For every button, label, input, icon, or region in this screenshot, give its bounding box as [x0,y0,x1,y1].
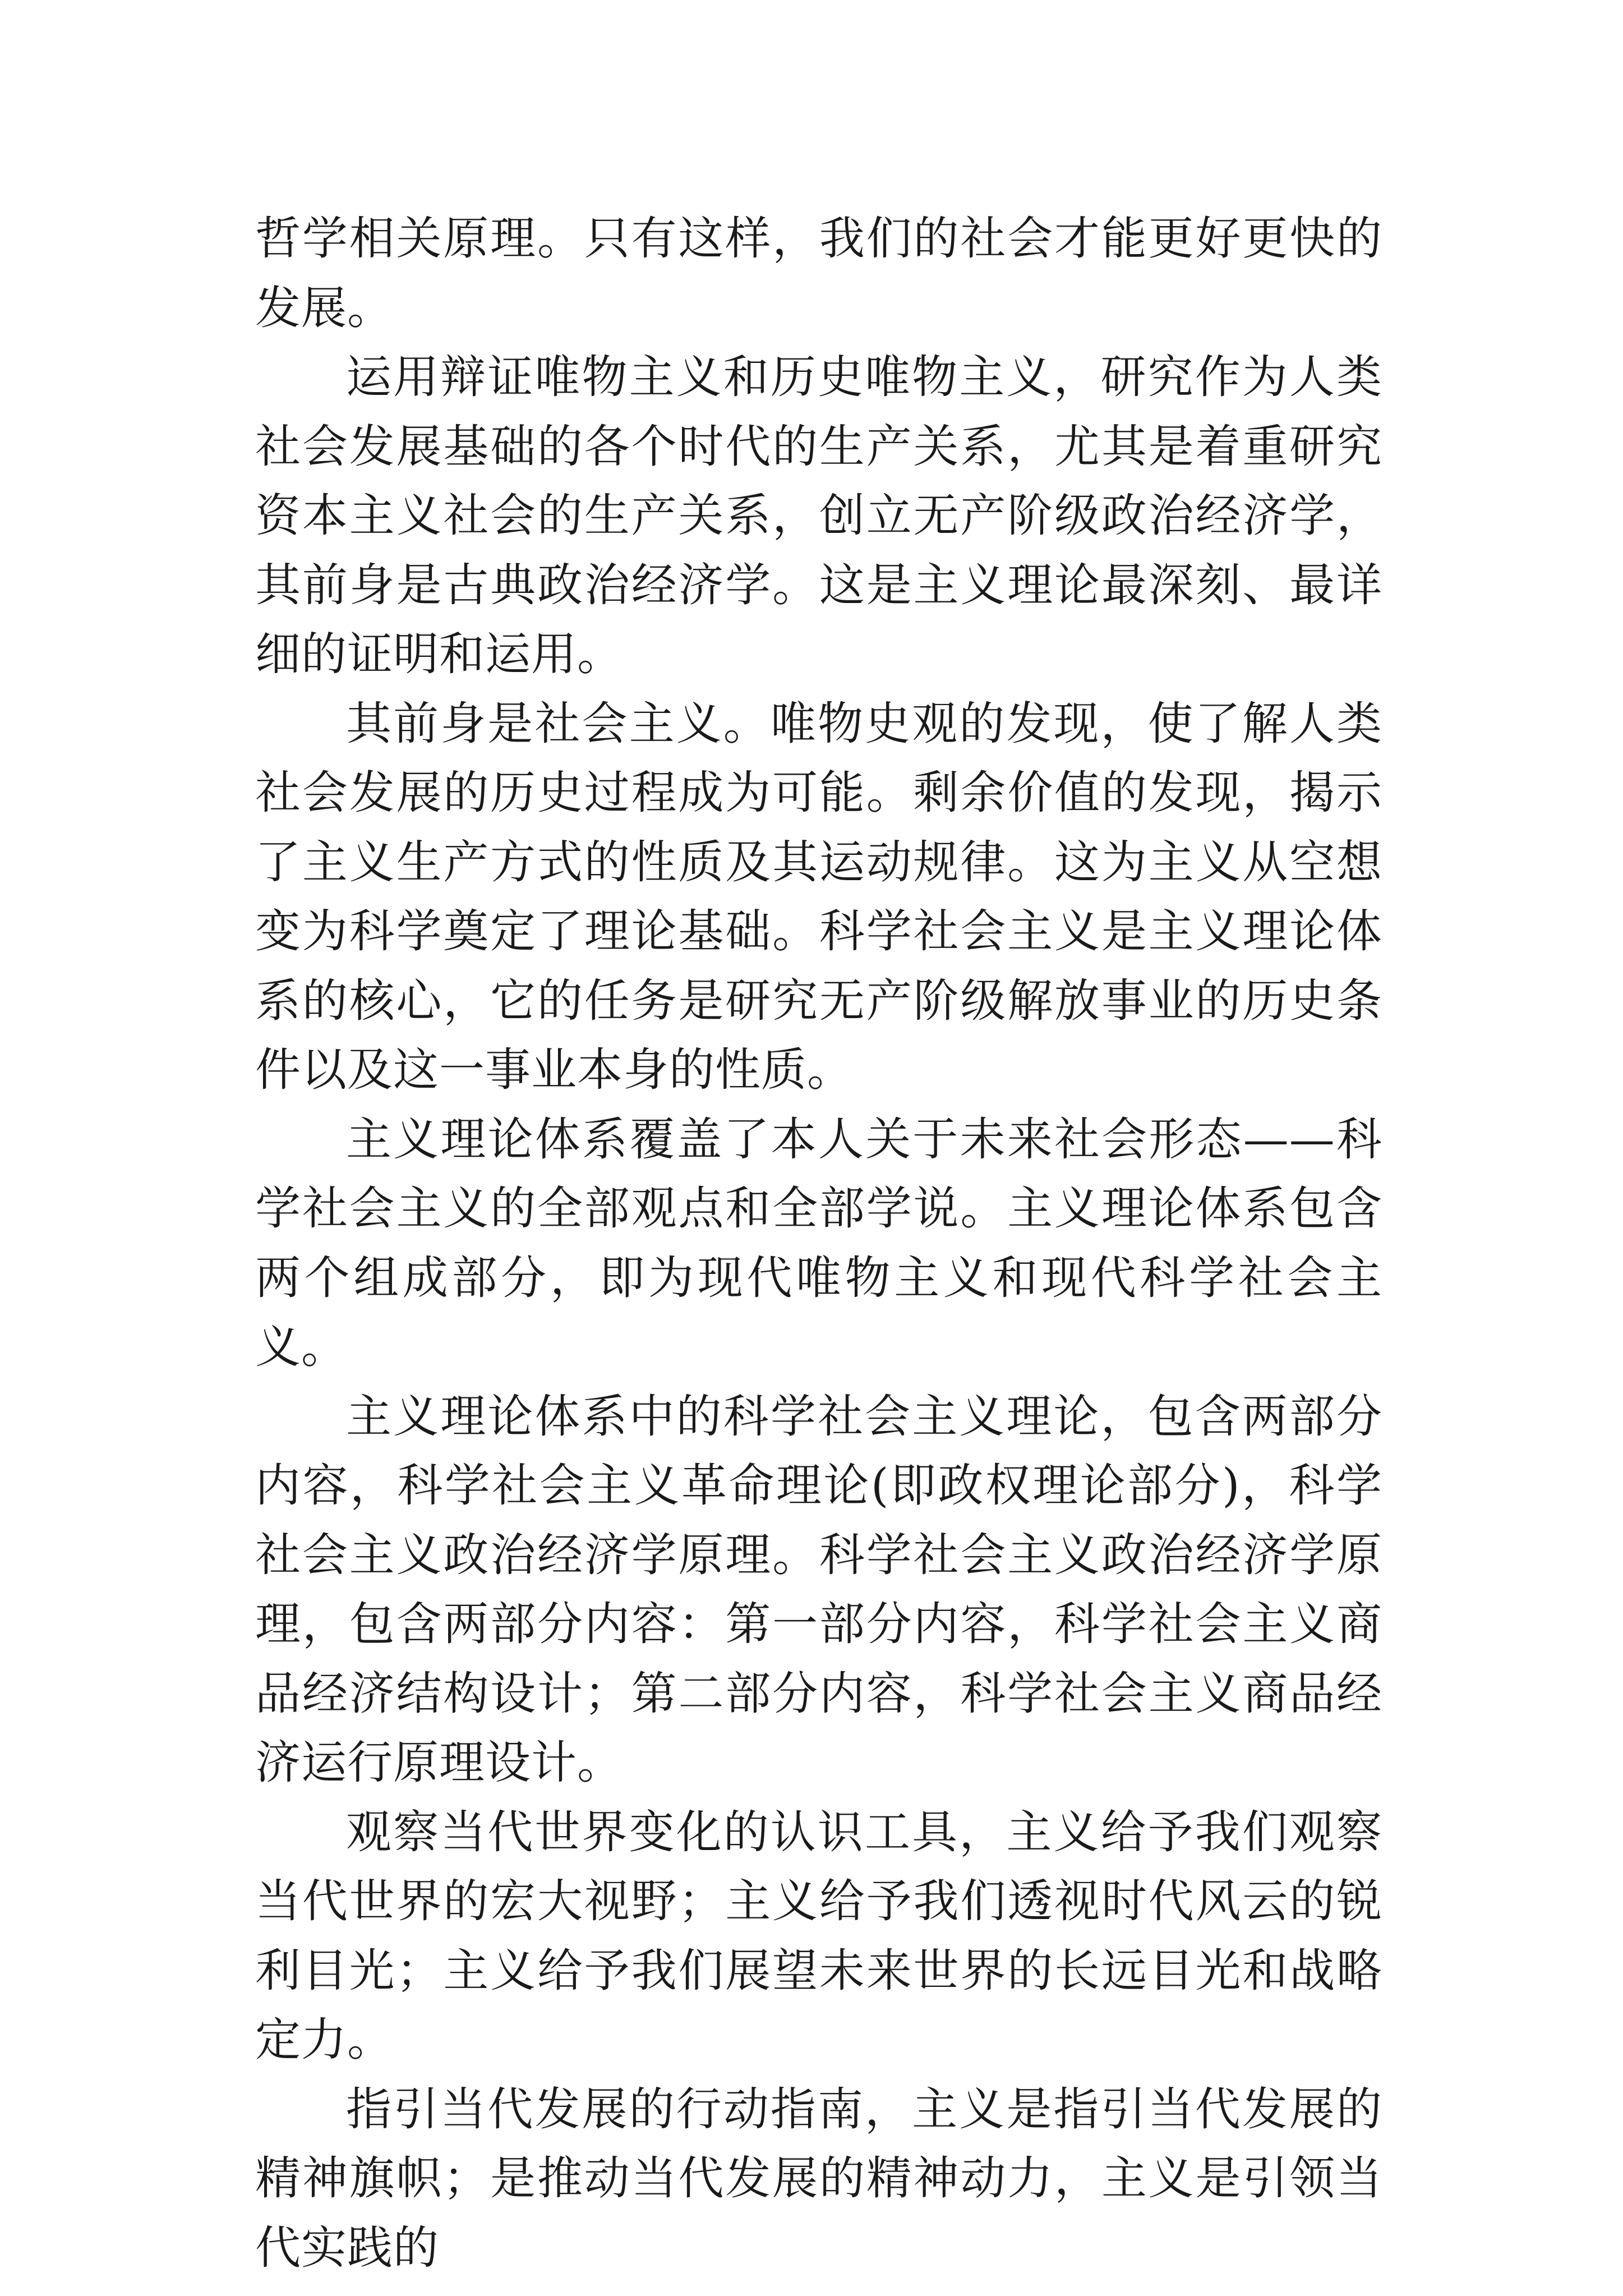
paragraph: 其前身是社会主义。唯物史观的发现，使了解人类社会发展的历史过程成为可能。剩余价值的发现，揭示了主义生产方式的性质及其运动规律。这为主义从空想变为科学奠定了理论基础。科学社会主义是主义理论体系的核心，它的任务是研究无产阶级解放事业的历史条件以及这一事业本身的性质。 [255,697,1382,1097]
paragraph: 主义理论体系中的科学社会主义理论，包含两部分内容，科学社会主义革命理论(即政权理论部分)，科学社会主义政治经济学原理。科学社会主义政治经济学原理，包含两部分内容：第一部分内容，科学社会主义商品经济结构设计；第二部分内容，科学社会主义商品经济运行原理设计。 [255,1390,1382,1789]
paragraph-continuation: 哲学相关原理。只有这样，我们的社会才能更好更快的发展。 [255,213,1382,335]
paragraph: 观察当代世界变化的认识工具，主义给予我们观察当代世界的宏大视野；主义给予我们透视时代风云的锐利目光；主义给予我们展望未来世界的长远目光和战略定力。 [255,1806,1382,2067]
document-body [255,205,1382,2283]
paragraph: 指引当代发展的行动指南，主义是指引当代发展的精神旗帜；是推动当代发展的精神动力，主义是引领当代实践的 [255,2083,1382,2275]
paragraph: 运用辩证唯物主义和历史唯物主义，研究作为人类社会发展基础的各个时代的生产关系，尤其是着重研究资本主义社会的生产关系，创立无产阶级政治经济学，其前身是古典政治经济学。这是主义理论最深刻、最详细的证明和运用。 [255,351,1382,681]
paragraph: 主义理论体系覆盖了本人关于未来社会形态——科学社会主义的全部观点和全部学说。主义理论体系包含两个组成部分，即为现代唯物主义和现代科学社会主义。 [255,1113,1382,1374]
